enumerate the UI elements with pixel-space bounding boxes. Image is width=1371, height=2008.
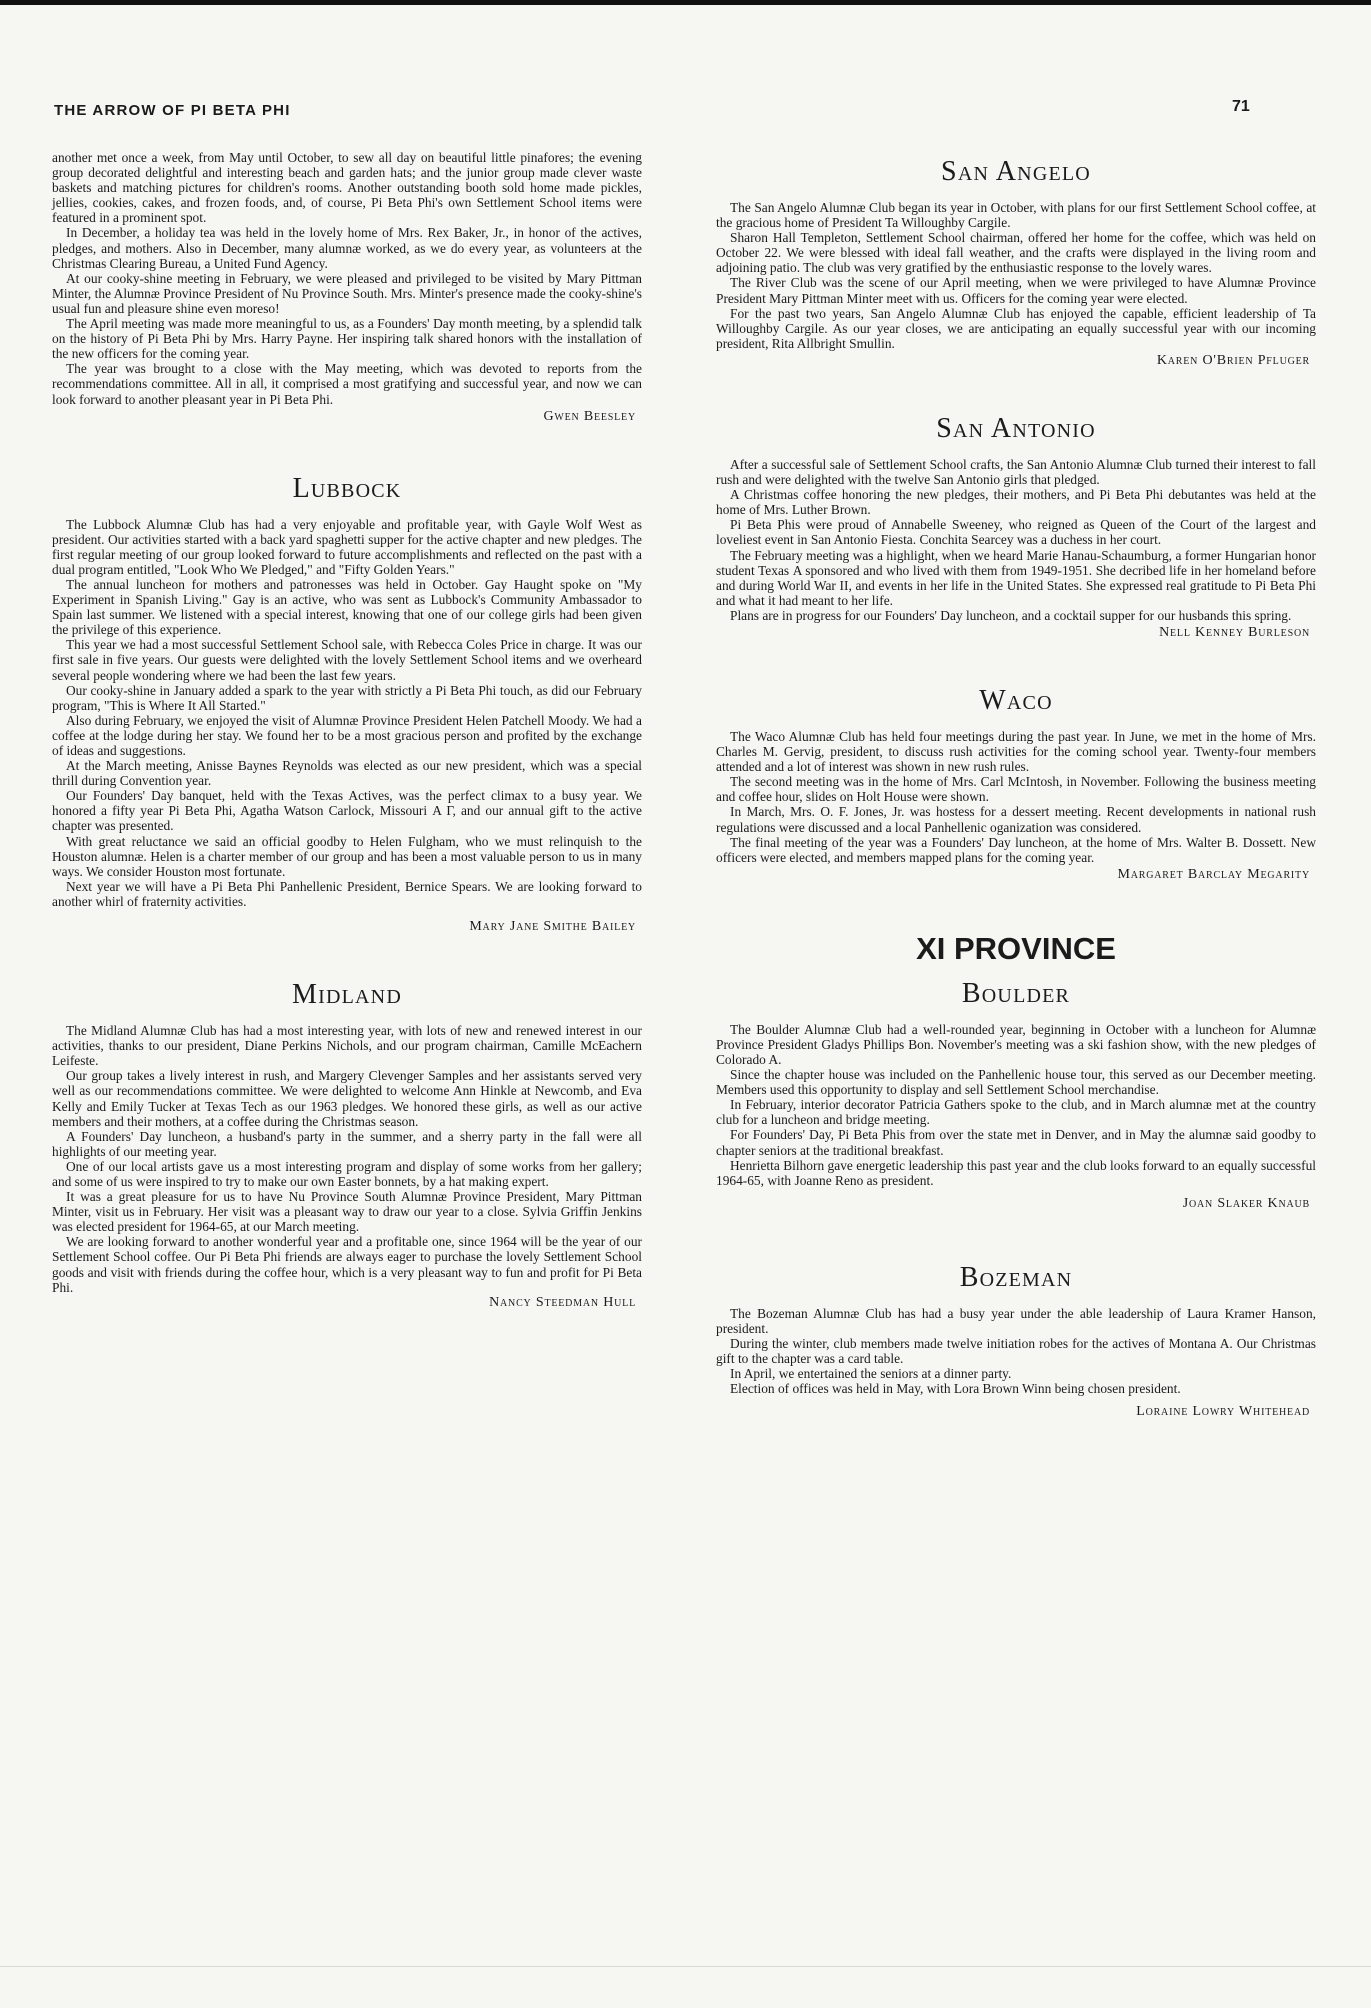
section-title-san-angelo: San Angelo <box>941 156 1091 187</box>
paragraph: One of our local artists gave us a most interesting program and display of some works from her gallery; and some of us were inspired to try to make our own Easter bonnets, by a hat making expert. <box>52 1158 642 1189</box>
section-title-bozeman: Bozeman <box>959 1261 1073 1293</box>
paragraph: In March, Mrs. O. F. Jones, Jr. was hostess for a dessert meeting. Recent developments in national rush regulations were discussed and a local Panhellenic oganization was considered. <box>716 804 1316 835</box>
paragraph: The Boulder Alumnæ Club had a well-rounded year, beginning in October with a luncheon for Alumnæ Province President Gladys Phillips Bon. November's meeting was a ski fashion show, with the new pledges of Colorado A. <box>716 1021 1316 1067</box>
section-title-midland: Midland <box>292 979 402 1011</box>
signature: Margaret Barclay Megarity <box>1117 866 1310 882</box>
signature: Mary Jane Smithe Bailey <box>469 919 636 935</box>
paragraph: The Lubbock Alumnæ Club has had a very enjoyable and profitable year, with Gayle Wolf West as president. Our activities started with a back yard spaghetti supper for the active chapter and new pledges. The first regular meeting of our group looked forward to future accomplishments and reflected on the past with a dual program entitled, "Look Who We Pledged," and "Fifty Golden Years." <box>52 516 642 577</box>
paragraph: For the past two years, San Angelo Alumnæ Club has enjoyed the capable, efficient leadership of Ta Willoughby Cargile. As our year closes, we are anticipating an equally successful year with our incoming president, Rita Allbright Smullin. <box>716 305 1316 351</box>
paragraph: The annual luncheon for mothers and patronesses was held in October. Gay Haught spoke on "My Experiment in Spanish Living." Gay is an active, who was sent as Lubbock's Community Ambassador to Spain last summer. We listened with a special interest, knowing that one of our college girls had been given the privilege of this experience. <box>52 576 642 638</box>
san-angelo-section <box>716 158 1316 369</box>
paragraph: The Bozeman Alumnæ Club has had a busy year under the able leadership of Laura Kramer Hanson, president. <box>716 1305 1316 1336</box>
section-title-boulder: Boulder <box>961 977 1071 1009</box>
bottom-rule <box>0 1966 1371 1967</box>
paragraph: The San Angelo Alumnæ Club began its year in October, with plans for our first Settlement School coffee, at the gracious home of President Ta Willoughby Cargile. <box>716 200 1316 231</box>
boulder-section <box>716 977 1316 1212</box>
san-antonio-section <box>716 412 1316 641</box>
paragraph: The February meeting was a highlight, when we heard Marie Hanau-Schaumburg, a former Hungarian honor student Texas Α sponsored and who lived with them from 1949-1951. She decribed life in her homeland before and during World War II, and events in her life in the United States. She expressed real gratitude to Pi Beta Phi and what it had meant to her life. <box>716 547 1316 608</box>
paragraph: A Christmas coffee honoring the new pledges, their mothers, and Pi Beta Phi debutantes was held at the home of Mrs. Luther Brown. <box>716 487 1316 518</box>
paragraph: Our group takes a lively interest in rush, and Margery Clevenger Samples and her assistants served very well as our recommendations committee. We were delighted to welcome Ann Hinkle at Newcomb, and Eva Kelly and Emily Tucker at Texas Tech as our 1963 pledges. We honored these girls, as well as our active members and their mothers, at a coffee during the Christmas season. <box>52 1068 642 1129</box>
section-title-san-antonio: San Antonio <box>936 412 1096 444</box>
paragraph: During the winter, club members made twelve initiation robes for the actives of Montana A. Our Christmas gift to the chapter was a card table. <box>716 1336 1316 1367</box>
paragraph: The River Club was the scene of our April meeting, when we were privileged to have Alumnæ Province President Mary Pittman Minter meet with us. Officers for the coming year were elected. <box>716 275 1316 306</box>
paragraph: Also during February, we enjoyed the visit of Alumnæ Province President Helen Patchell Moody. We had a coffee at the lodge during her stay. We found her to be a most gracious person and profited by the exchange of ideas and suggestions. <box>52 712 642 758</box>
paragraph: The Midland Alumnæ Club has had a most interesting year, with lots of new and renewed interest in our activities, thanks to our president, Diane Perkins Nichols, and our program chairman, Camille McEachern Leifeste. <box>52 1023 642 1069</box>
paragraph: At our cooky-shine meeting in February, we were pleased and privileged to be visited by Mary Pittman Minter, the Alumnæ Province President of Nu Province South. Mrs. Minter's presence made the cooky-shine's usual fun and pleasure shine even moreso! <box>52 270 642 316</box>
paragraph: Next year we will have a Pi Beta Phi Panhellenic President, Bernice Spears. We are looking forward to another whirl of fraternity activities. <box>52 878 642 909</box>
paragraph: In December, a holiday tea was held in the lovely home of Mrs. Rex Baker, Jr., in honor of the actives, pledges, and mothers. Also in December, many alumnæ worked, as we do every year, as volunteers at the Christmas Clearing Bureau, a United Fund Agency. <box>52 225 642 271</box>
province-title: XI PROVINCE <box>916 930 1116 966</box>
paragraph: Our cooky-shine in January added a spark to the year with strictly a Pi Beta Phi touch, as did our February program, "This is Where It All Started." <box>52 682 642 713</box>
section-title-lubbock: Lubbock <box>292 472 402 504</box>
left-column <box>52 150 642 1311</box>
waco-section <box>716 684 1316 883</box>
paragraph: Henrietta Bilhorn gave energetic leadership this past year and the club looks forward to an equally successful 1964-65, with Joanne Reno as president. <box>716 1157 1316 1188</box>
top-border-line <box>0 0 1371 5</box>
paragraph: The second meeting was in the home of Mrs. Carl McIntosh, in November. Following the business meeting and coffee hour, slides on Holt House were shown. <box>716 774 1316 805</box>
signature: Nancy Steedman Hull <box>489 1294 636 1310</box>
right-column <box>716 150 1316 1420</box>
paragraph: The final meeting of the year was a Founders' Day luncheon, at the home of Mrs. Walter B. Dossett. New officers were elected, and members mapped plans for the coming year. <box>716 834 1316 865</box>
paragraph: We are looking forward to another wonderful year and a profitable one, since 1964 will be the year of our Settlement School coffee. Our Pi Beta Phi friends are always eager to purchase the lovely Settlement School goods and visit with friends during the coffee hour, which is a very pleasant way to fun and profit for Pi Beta Phi. <box>52 1234 642 1295</box>
paragraph: After a successful sale of Settlement School crafts, the San Antonio Alumnæ Club turned their interest to fall rush and were delighted with the twelve San Antonio girls that pledged. <box>716 456 1316 488</box>
signature: Loraine Lowry Whitehead <box>1136 1404 1310 1420</box>
paragraph: The Waco Alumnæ Club has held four meetings during the past year. In June, we met in the home of Mrs. Charles M. Gervig, president, to discuss rush activities for the coming school year. Twenty-four members attended and a lot of interest was shown in new rush rules. <box>716 728 1316 775</box>
signature: Nell Kenney Burleson <box>1159 624 1310 640</box>
paragraph: another met once a week, from May until October, to sew all day on beautiful little pinafores; the evening group decorated delightful and interesting beach and garden hats; and the junior group made clever waste baskets and matching pictures for children's rooms. Another outstanding booth sold home made pickles, jellies, cookies, cakes, and frozen foods, and, of course, Pi Beta Phi's own Settlement School items were featured in a prominent spot. <box>52 150 642 226</box>
paragraph: Sharon Hall Templeton, Settlement School chairman, offered her home for the coffee, which was held on October 22. We were blessed with ideal fall weather, and the crafts were displayed in the living room and adjoining patio. The club was very gratified by the enthusiastic response to the lovely wares. <box>716 230 1316 276</box>
lubbock-section <box>52 472 642 935</box>
paragraph: Since the chapter house was included on the Panhellenic house tour, this served as our December meeting. Members used this opportunity to display and sell Settlement School merchandise. <box>716 1067 1316 1098</box>
paragraph: In February, interior decorator Patricia Gathers spoke to the club, and in March alumnæ met at the country club for a luncheon and bridge meeting. <box>716 1097 1316 1128</box>
paragraph: The April meeting was made more meaningful to us, as a Founders' Day month meeting, by a splendid talk on the history of Pi Beta Phi by Mrs. Harry Payne. Her inspiring talk shared honors with the installation of the new officers for the coming year. <box>52 316 642 362</box>
paragraph: Plans are in progress for our Founders' Day luncheon, and a cocktail supper for our husbands this spring. <box>730 607 1292 623</box>
paragraph: In April, we entertained the seniors at a dinner party. <box>730 1366 1012 1382</box>
paragraph: For Founders' Day, Pi Beta Phis from over the state met in Denver, and in May the alumnæ said goodby to chapter seniors at the traditional breakfast. <box>716 1127 1316 1158</box>
paragraph: A Founders' Day luncheon, a husband's party in the summer, and a sherry party in the fall were all highlights of our meeting year. <box>52 1128 642 1159</box>
running-head: THE ARROW OF PI BETA PHI <box>54 102 291 119</box>
paragraph: At the March meeting, Anisse Baynes Reynolds was elected as our new president, which was a special thrill during Convention year. <box>52 758 642 789</box>
bozeman-section <box>716 1261 1316 1421</box>
paragraph: Pi Beta Phis were proud of Annabelle Sweeney, who reigned as Queen of the Court of the largest and loveliest event in San Antonio Fiesta. Conchita Searcey was a duchess in her court. <box>716 517 1316 548</box>
paragraph: This year we had a most successful Settlement School sale, with Rebecca Coles Price in charge. It was our first sale in five years. Our guests were delighted with the lovely Settlement School items and we overheard several people wondering where we had been the last few years. <box>52 637 642 683</box>
paragraph: With great reluctance we said an official goodby to Helen Fulgham, who we must relinquish to the Houston alumnæ. Helen is a charter member of our group and has been a most valuable person to us in many ways. We consider Houston most fortunate. <box>52 833 642 879</box>
signature: Karen O'Brien Pfluger <box>1156 352 1310 368</box>
xi-province-heading <box>716 930 1316 966</box>
signature: Joan Slaker Knaub <box>1182 1195 1310 1211</box>
section-title-waco: Waco <box>979 684 1053 716</box>
paragraph: The year was brought to a close with the May meeting, which was devoted to reports from the recommendations committee. All in all, it comprised a most gratifying and successful year, and now we can look forward to another pleasant year in Pi Beta Phi. <box>52 361 642 407</box>
page-number: 71 <box>1232 98 1250 115</box>
midland-section <box>52 981 642 1311</box>
paragraph: Election of offices was held in May, with Lora Brown Winn being chosen president. <box>730 1381 1181 1397</box>
continued-section <box>52 150 642 425</box>
paragraph: Our Founders' Day banquet, held with the Texas Actives, was the perfect climax to a busy year. We honored a fifty year Pi Beta Phi, Agatha Watson Carlock, Missouri Α Γ, and our annual gift to the active chapter was presented. <box>52 788 642 834</box>
paragraph: It was a great pleasure for us to have Nu Province South Alumnæ Province President, Mary Pittman Minter, visit us in February. Her visit was a pleasant way to draw our year to a close. Sylvia Griffin Jenkins was elected president for 1964-65, at our March meeting. <box>52 1189 642 1235</box>
signature: Gwen Beesley <box>543 408 636 424</box>
